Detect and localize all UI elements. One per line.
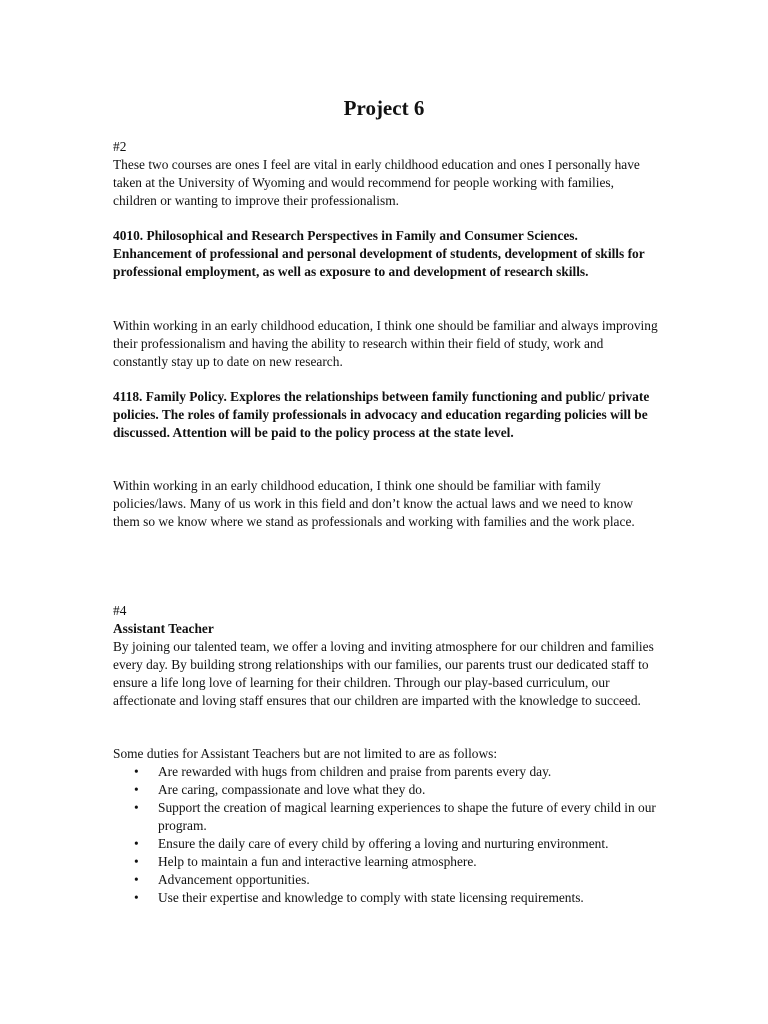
section-number: #2 xyxy=(113,139,127,154)
list-item xyxy=(113,889,658,907)
bullet-icon: • xyxy=(134,872,139,887)
section-intro: These two courses are ones I feel are vital in early childhood education and ones I personally have taken at the University of Wyoming and would recommend for people working with families, children or wanting to improve their professionalism. xyxy=(113,157,640,208)
list-item-text: Are rewarded with hugs from children and praise from parents every day. xyxy=(158,764,552,779)
bullet-icon: • xyxy=(134,764,139,779)
job-title: Assistant Teacher xyxy=(113,621,214,636)
course-4118-body xyxy=(113,477,658,531)
list-item-text: Use their expertise and knowledge to comply with state licensing requirements. xyxy=(158,890,584,905)
list-item-text: Are caring, compassionate and love what they do. xyxy=(158,782,426,797)
course-heading: 4010. Philosophical and Research Perspectives in Family and Consumer Sciences. Enhancement of professional and personal development of students, development of skills for professional employment, as well as exposure to and development of research skills. xyxy=(113,228,645,279)
list-item-text: Help to maintain a fun and interactive learning atmosphere. xyxy=(158,854,477,869)
duties-intro: Some duties for Assistant Teachers but are not limited to are as follows: xyxy=(113,746,498,761)
list-item xyxy=(113,781,658,799)
list-item-text: Advancement opportunities. xyxy=(158,872,310,887)
course-body: Within working in an early childhood education, I think one should be familiar with family policies/laws. Many of us work in this field and don’t know the actual laws and we need to know them so we know where we stand as professionals and working with families and the work place. xyxy=(113,478,635,529)
list-item xyxy=(113,853,658,871)
section-4 xyxy=(113,602,658,710)
course-4010-body xyxy=(113,317,658,371)
list-item xyxy=(113,799,658,835)
duties-section xyxy=(113,745,658,907)
bullet-icon: • xyxy=(134,800,139,815)
list-item xyxy=(113,763,658,781)
list-item-text: Ensure the daily care of every child by offering a loving and nurturing environment. xyxy=(158,836,609,851)
list-item xyxy=(113,835,658,853)
bullet-icon: • xyxy=(134,782,139,797)
list-item-text: Support the creation of magical learning experiences to shape the future of every child in our program. xyxy=(158,800,656,833)
course-heading: 4118. Family Policy. Explores the relationships between family functioning and public/ private policies. The roles of family professionals in advocacy and education regarding policies will be discussed. Attention will be paid to the policy process at the state level. xyxy=(113,389,650,440)
list-item xyxy=(113,871,658,889)
course-body: Within working in an early childhood education, I think one should be familiar and always improving their professionalism and having the ability to research within their field of study, work and constantly stay up to date on new research. xyxy=(113,318,658,369)
page-title: Project 6 xyxy=(343,96,425,120)
bullet-icon: • xyxy=(134,836,139,851)
section-number: #4 xyxy=(113,603,127,618)
bullet-icon: • xyxy=(134,854,139,869)
job-description: By joining our talented team, we offer a loving and inviting atmosphere for our children and families every day. By building strong relationships with our families, our parents trust our dedicated staff to ensure a life long love of learning for their children. Through our play-based curriculum, our affectionate and loving staff ensures that our children are imparted with the knowledge to succeed. xyxy=(113,639,654,708)
section-2 xyxy=(113,138,658,210)
course-4010 xyxy=(113,227,658,281)
duties-list xyxy=(113,763,658,907)
course-4118 xyxy=(113,388,658,442)
bullet-icon: • xyxy=(134,890,139,905)
